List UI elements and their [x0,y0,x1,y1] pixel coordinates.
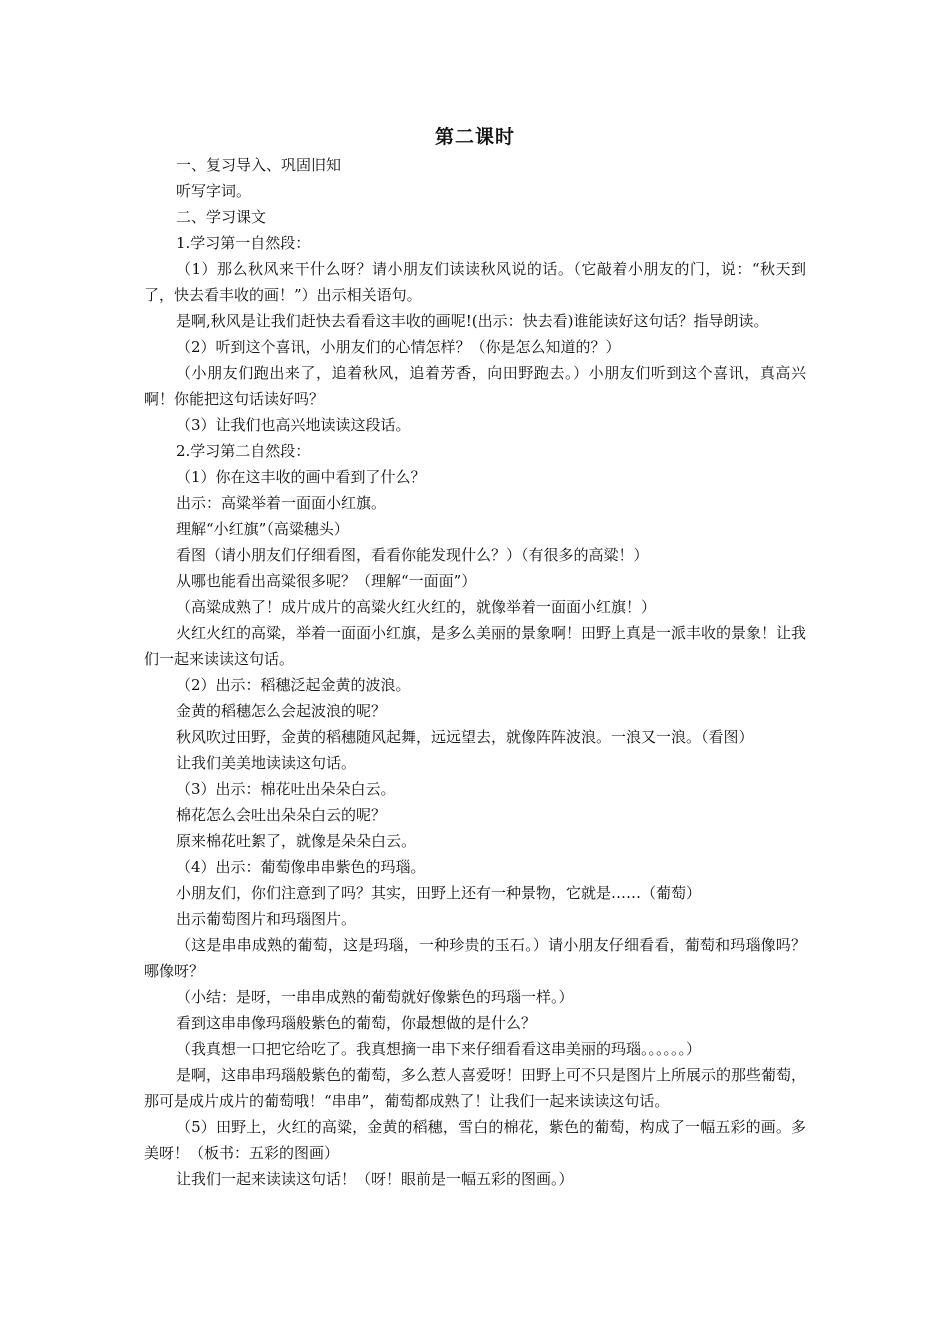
paragraph: 让我们一起来读读这句话！（呀！眼前是一幅五彩的图画。） [176,1170,574,1188]
paragraph: 是啊,秋风是让我们赶快去看看这丰收的画呢!(出示：快去看)谁能读好这句话？指导朗读。 [176,312,769,330]
paragraph: 秋风吹过田野，金黄的稻穗随风起舞，远远望去，就像阵阵波浪。一浪又一浪。（看图） [176,728,754,746]
paragraph: 看图（请小朋友们仔细看图，看看你能发现什么？）（有很多的高粱！） [176,546,649,564]
lesson-title: 第二课时 [434,126,515,148]
paragraph: （2）听到这个喜讯，小朋友们的心情怎样？（你是怎么知道的？） [176,338,621,356]
paragraph: 棉花怎么会吐出朵朵白云的呢？ [176,806,387,824]
paragraph: 从哪也能看出高粱很多呢？（理解“一面面”） [176,572,477,590]
paragraph: 一、复习导入、巩固旧知 [176,156,342,174]
paragraph: 二、学习课文 [176,208,267,226]
paragraph: 1.学习第一自然段： [176,234,311,252]
paragraph: （4）出示：葡萄像串串紫色的玛瑙。 [176,858,426,876]
paragraph: 金黄的稻穗怎么会起波浪的呢？ [176,702,387,720]
paragraph: （这是串串成熟的葡萄，这是玛瑙，一种珍贵的玉石。）请小朋友仔细看看，葡萄和玛瑙像吗？哪像呀？ [144,936,806,980]
paragraph: （5）田野上，火红的高粱，金黄的稻穗，雪白的棉花，紫色的葡萄，构成了一幅五彩的画。多美呀！（板书：五彩的图画） [144,1118,806,1162]
paragraph: （高粱成熟了！成片成片的高粱火红火红的，就像举着一面面小红旗！） [176,598,657,616]
paragraph: 让我们美美地读读这句话。 [176,754,357,772]
paragraph: （我真想一口把它给吃了。我真想摘一串下来仔细看看这串美丽的玛瑙。。。。。。） [176,1040,702,1058]
paragraph: （小朋友们跑出来了，追着秋风，追着芳香，向田野跑去。）小朋友们听到这个喜讯，真高兴啊！你能把这句话读好吗？ [144,364,806,408]
paragraph: （3）出示：棉花吐出朵朵白云。 [176,780,396,798]
paragraph: 听写字词。 [176,182,252,200]
paragraph: 出示：高粱举着一面面小红旗。 [176,494,387,512]
paragraph: （2）出示：稻穗泛起金黄的波浪。 [176,676,411,694]
paragraph: 理解“小红旗”（高粱穗头） [176,520,349,538]
paragraph: （1）那么秋风来干什么呀？请小朋友们读读秋风说的话。（它敲着小朋友的门，说：“秋天到了，快去看丰收的画！”）出示相关语句。 [144,260,806,304]
paragraph: 出示葡萄图片和玛瑙图片。 [176,910,357,928]
paragraph: （3）让我们也高兴地读读这段话。 [176,416,411,434]
paragraph: 2.学习第二自然段： [176,442,311,460]
paragraph: 小朋友们，你们注意到了吗？其实，田野上还有一种景物，它就是……（葡萄） [176,884,702,902]
paragraph: 是啊，这串串玛瑙般紫色的葡萄，多么惹人喜爱呀！田野上可不只是图片上所展示的那些葡萄，那可是成片成片的葡萄哦！“串串”，葡萄都成熟了！让我们一起来读读这句话。 [144,1066,807,1110]
paragraph: 火红火红的高粱，举着一面面小红旗，是多么美丽的景象啊！田野上真是一派丰收的景象！让我们一起来读读这句话。 [144,624,807,668]
document-body [144,152,806,1192]
paragraph: （1）你在这丰收的画中看到了什么？ [176,468,426,486]
paragraph: 原来棉花吐絮了，就像是朵朵白云。 [176,832,417,850]
paragraph: 看到这串串像玛瑙般紫色的葡萄，你最想做的是什么？ [176,1014,537,1032]
paragraph: （小结：是呀，一串串成熟的葡萄就好像紫色的玛瑙一样。） [176,988,574,1006]
